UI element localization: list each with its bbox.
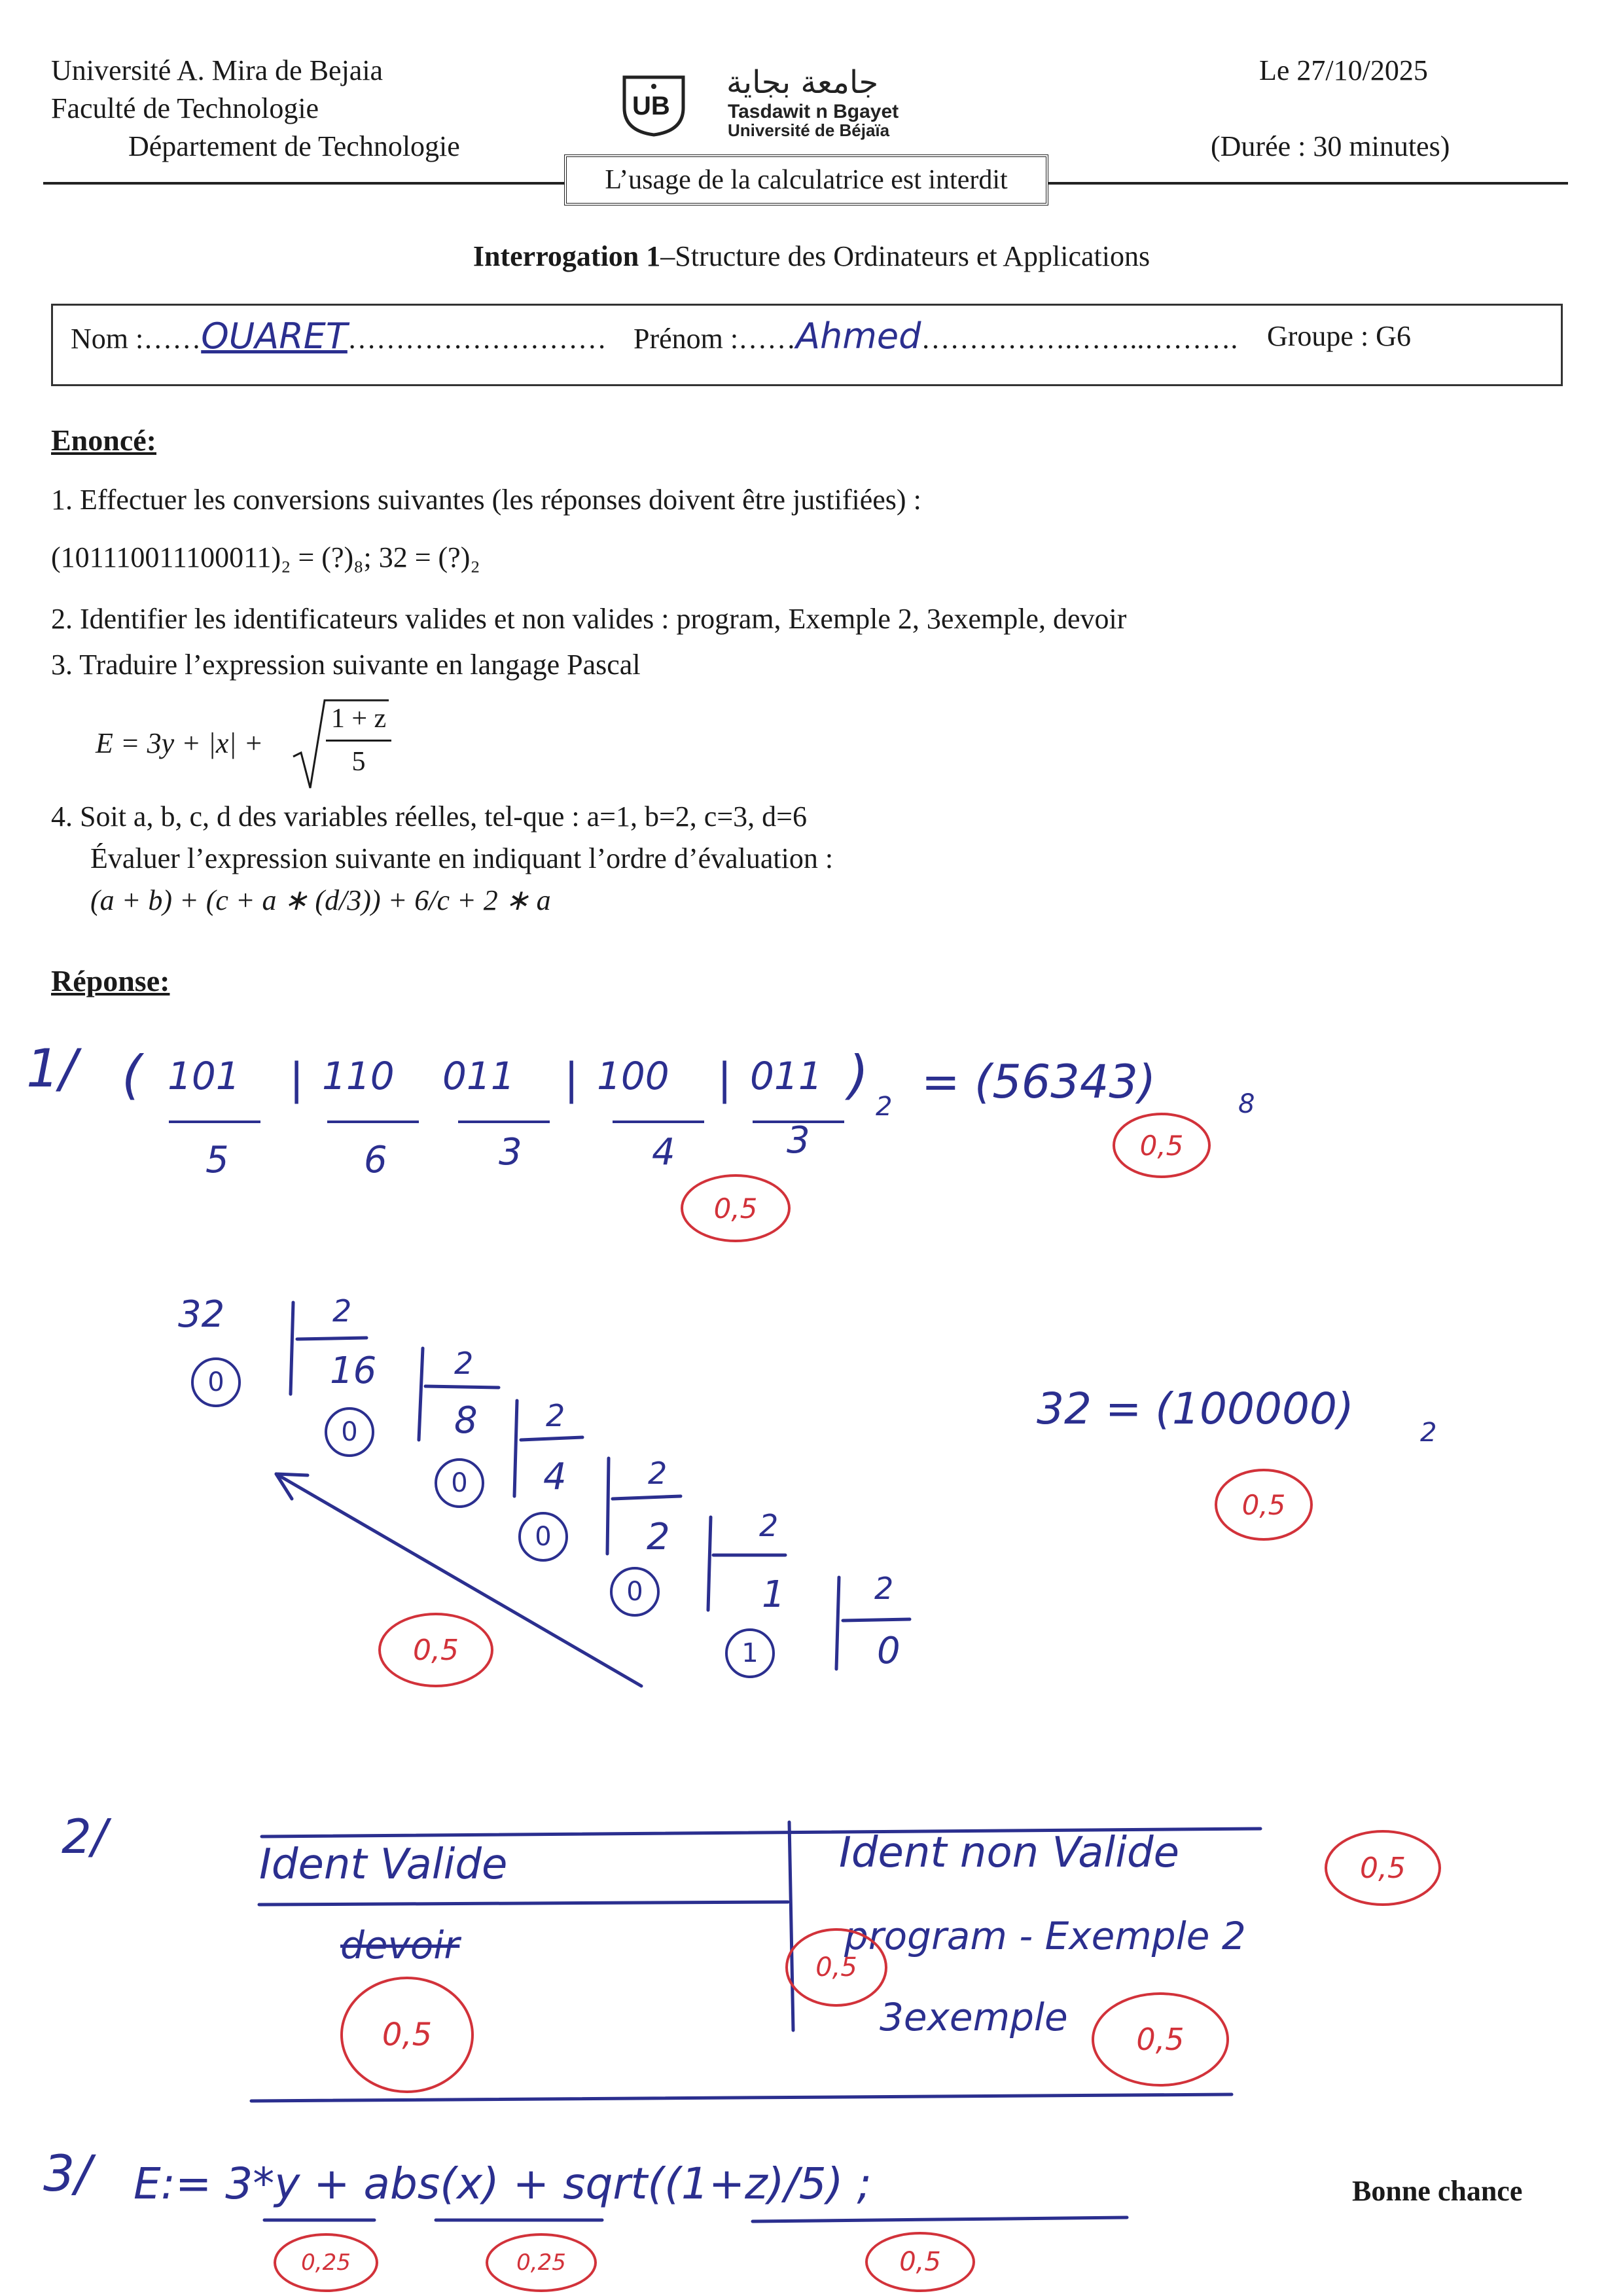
exam-date: Le 27/10/2025 <box>1259 54 1428 86</box>
division-number-1: 1 <box>762 1573 785 1616</box>
nom-dots: …… <box>143 323 202 355</box>
department-name: Département de Technologie <box>128 130 460 162</box>
grade-circle: 0,5 <box>1113 1113 1211 1178</box>
closing-text: Bonne chance <box>1352 2175 1523 2207</box>
grade-circle: 0,5 <box>340 1977 474 2093</box>
enonce-heading: Enoncé: <box>51 423 156 457</box>
question-4-line-2: Évaluer l’expression suivante en indiquant l’ordre d’évaluation : <box>90 842 834 874</box>
nom-label: Nom : <box>71 323 144 355</box>
group-separator: | <box>289 1054 304 1104</box>
division-number-4: 4 <box>543 1456 567 1498</box>
grade-circle: 0,5 <box>865 2232 975 2292</box>
answer-1-label: 1/ <box>26 1038 77 1099</box>
question-1: 1. Effectuer les conversions suivantes (les réponses doivent être justifiées) : <box>51 484 921 516</box>
octal-digit-2: 6 <box>364 1139 387 1181</box>
octal-digit-3: 3 <box>499 1131 522 1174</box>
groupe: Groupe : G6 <box>1267 320 1411 352</box>
logo-line-1: Tasdawit n Bgayet <box>728 101 899 122</box>
binary-group-1: 101 <box>168 1054 240 1098</box>
answer-1-base-2: 2 <box>876 1092 893 1122</box>
octal-digit-4: 4 <box>652 1131 675 1174</box>
invalid-identifier-2: 3exemple <box>880 1995 1068 2039</box>
prenom-dots: …… <box>738 323 796 355</box>
divisor: 2 <box>874 1571 894 1606</box>
question-1-formula: (101110011100011)₂ = (?)₈; 32 = (?)₂ <box>51 541 480 573</box>
answer-1b-result: 32 = (100000) <box>1037 1384 1354 1434</box>
binary-group-4: 100 <box>597 1054 669 1098</box>
question-3: 3. Traduire l’expression suivante en langage Pascal <box>51 649 641 681</box>
division-number-16: 16 <box>330 1350 377 1392</box>
division-number-8: 8 <box>454 1399 478 1442</box>
answer-1-paren-close: ) <box>848 1045 869 1105</box>
column-invalid-header: Ident non Valide <box>839 1829 1179 1877</box>
fraction-numerator: 1 + z <box>330 704 387 734</box>
prenom-dots-trailing: …………….……..………. <box>921 323 1238 355</box>
invalid-identifier-1: program - Exemple 2 <box>844 1914 1246 1958</box>
division-number-32: 32 <box>178 1293 225 1336</box>
octal-digit-1: 5 <box>205 1139 229 1181</box>
answer-1-paren-open: ( <box>122 1045 143 1105</box>
grade-circle: 0,5 <box>785 1928 887 2007</box>
grade-circle: 0,5 <box>681 1174 791 1242</box>
divisor: 2 <box>759 1508 779 1543</box>
divisor: 2 <box>546 1398 565 1433</box>
remainder-circle: 0 <box>610 1567 660 1617</box>
nom-dots-trailing: ……………………… <box>347 323 607 355</box>
logo-arabic-text: جامعة بجاية <box>726 64 879 101</box>
exam-title-bold: Interrogation 1 <box>473 240 661 272</box>
exam-duration: (Durée : 30 minutes) <box>1211 130 1450 162</box>
answer-1-result-base: 8 <box>1238 1089 1255 1119</box>
prenom-label: Prénom : <box>633 323 739 355</box>
answer-1b-base: 2 <box>1420 1418 1437 1448</box>
remainder-circle: 0 <box>325 1407 374 1457</box>
university-name: Université A. Mira de Bejaia <box>51 54 383 86</box>
answer-3-expression: E:= 3*y + abs(x) + sqrt((1+z)/5) ; <box>134 2159 872 2209</box>
binary-group-5: 011 <box>750 1054 823 1098</box>
fraction-denominator: 5 <box>351 747 366 777</box>
column-valid-header: Ident Valide <box>259 1840 508 1889</box>
octal-digit-5: 3 <box>787 1119 810 1162</box>
remainder-circle: 1 <box>725 1628 775 1678</box>
binary-group-2: 110 <box>322 1054 395 1098</box>
divisor: 2 <box>454 1346 474 1381</box>
group-separator: | <box>717 1054 732 1104</box>
faculty-name: Faculté de Technologie <box>51 92 319 124</box>
grade-circle: 0,5 <box>1092 1992 1229 2087</box>
question-4: 4. Soit a, b, c, d des variables réelles, tel-que : a=1, b=2, c=3, d=6 <box>51 800 807 833</box>
question-3-formula: E = 3y + |x| + <box>96 727 264 759</box>
exam-title-rest: –Structure des Ordinateurs et Applications <box>660 240 1150 272</box>
grade-circle: 0,25 <box>274 2233 378 2292</box>
answer-2-label: 2/ <box>62 1809 108 1864</box>
logo-mark: UB <box>632 92 670 120</box>
question-2: 2. Identifier les identificateurs valides et non valides : program, Exemple 2, 3exemple, devoir <box>51 603 1127 635</box>
nom-value: OUARET <box>201 315 348 357</box>
remainder-circle: 0 <box>191 1357 241 1407</box>
division-number-0: 0 <box>877 1630 901 1672</box>
binary-group-3: 011 <box>442 1054 515 1098</box>
grade-circle: 0,25 <box>486 2233 597 2292</box>
group-separator: | <box>564 1054 579 1104</box>
question-4-formula: (a + b) + (c + a ∗ (d/3)) + 6/c + 2 ∗ a <box>90 884 551 916</box>
logo-line-2: Université de Béjaïa <box>728 120 890 140</box>
prenom-value: Ahmed <box>796 315 921 357</box>
divisor: 2 <box>648 1456 668 1491</box>
reponse-heading: Réponse: <box>51 964 170 997</box>
grade-circle: 0,5 <box>378 1613 493 1687</box>
remainder-circle: 0 <box>518 1512 568 1562</box>
grade-circle: 0,5 <box>1215 1469 1313 1541</box>
calculator-notice: L’usage de la calculatrice est interdit <box>605 165 1008 195</box>
divisor: 2 <box>332 1293 352 1329</box>
grade-circle: 0,5 <box>1325 1830 1441 1906</box>
answer-3-label: 3/ <box>43 2144 92 2202</box>
division-number-2: 2 <box>647 1516 670 1558</box>
answer-1-result: = (56343) <box>921 1055 1156 1109</box>
remainder-circle: 0 <box>435 1458 484 1508</box>
valid-identifier: devoir <box>340 1923 460 1967</box>
